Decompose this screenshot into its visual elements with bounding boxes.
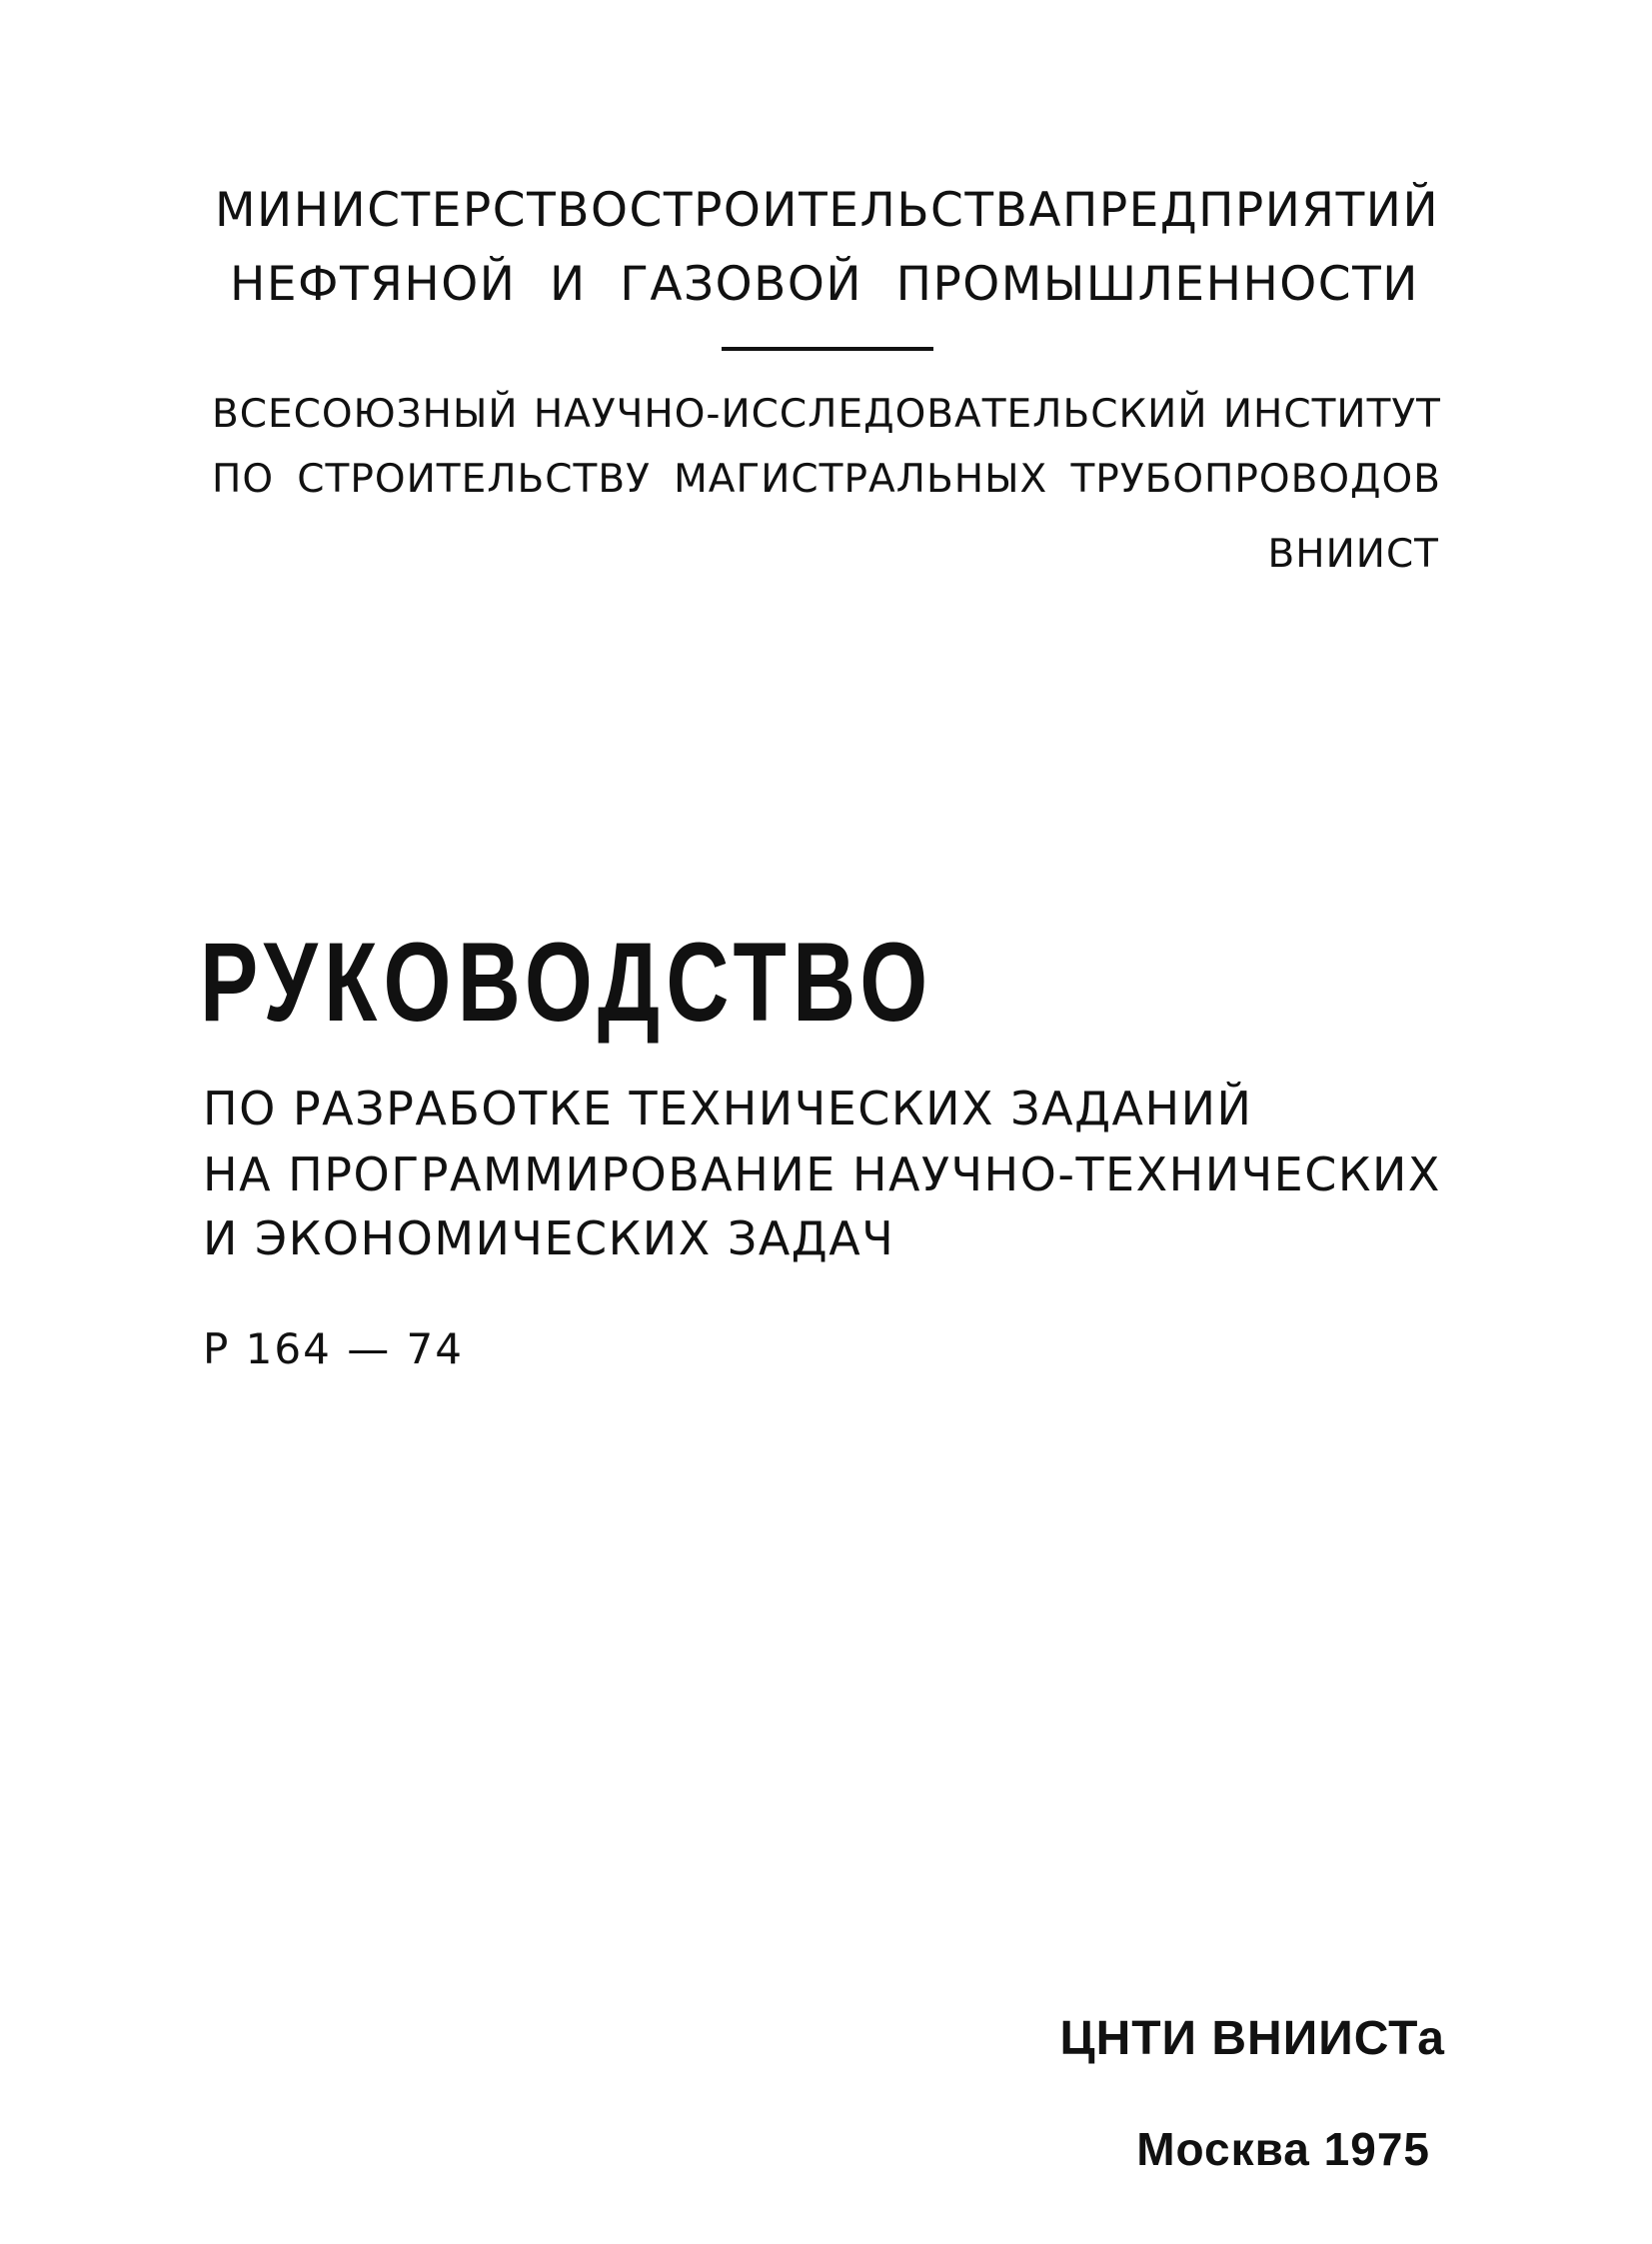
place-and-year: Москва 1975 xyxy=(1136,2123,1430,2175)
institute-word: ПО xyxy=(212,457,275,502)
ministry-word: СТРОИТЕЛЬСТВА xyxy=(629,183,1062,238)
subtitle-line-3: И ЭКОНОМИЧЕСКИХ ЗАДАЧ xyxy=(203,1211,895,1265)
institute-word: ТРУБОПРОВОДОВ xyxy=(1070,457,1441,502)
publisher: ЦНТИ ВНИИСТа xyxy=(1059,2012,1445,2065)
document-code: Р 164 — 74 xyxy=(203,1324,464,1373)
institute-word: НАУЧНО-ИССЛЕДОВАТЕЛЬСКИЙ xyxy=(533,392,1208,437)
subtitle-line-2: НА ПРОГРАММИРОВАНИЕ НАУЧНО-ТЕХНИЧЕСКИХ xyxy=(203,1147,1441,1201)
ministry-word: ПРЕДПРИЯТИЙ xyxy=(1061,183,1440,238)
institute-word: МАГИСТРАЛЬНЫХ xyxy=(674,457,1048,502)
header-divider xyxy=(722,347,933,351)
ministry-word: НЕФТЯНОЙ xyxy=(230,257,517,312)
ministry-line-1 xyxy=(215,183,1440,238)
institute-word: ИНСТИТУТ xyxy=(1222,392,1441,437)
institute-word: СТРОИТЕЛЬСТВУ xyxy=(297,457,651,502)
ministry-word: ПРОМЫШЛЕННОСТИ xyxy=(895,257,1419,312)
institute-line-1 xyxy=(212,392,1441,437)
ministry-word: И xyxy=(549,257,587,312)
subtitle-line-1: ПО РАЗРАБОТКЕ ТЕХНИЧЕСКИХ ЗАДАНИЙ xyxy=(203,1082,1253,1135)
document-title: РУКОВОДСТВО xyxy=(200,920,934,1045)
ministry-word: МИНИСТЕРСТВО xyxy=(215,183,630,238)
institute-word: ВСЕСОЮЗНЫЙ xyxy=(212,392,519,437)
ministry-word: ГАЗОВОЙ xyxy=(620,257,863,312)
institute-line-2 xyxy=(212,457,1441,502)
institute-abbreviation: ВНИИСТ xyxy=(1267,532,1439,577)
ministry-line-2 xyxy=(230,257,1419,312)
